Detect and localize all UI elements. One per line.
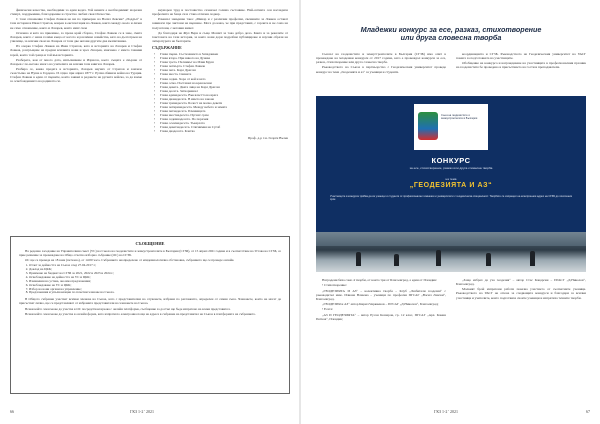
table-of-contents — [152, 52, 288, 133]
poster-subtitle: за есе, стихотворение, разказ или друга словесна творба — [409, 166, 493, 170]
photo-figure — [530, 251, 535, 266]
toc-item: • Глава дванадесета. В името на закона — [152, 97, 288, 101]
toc-item: • Глава двадесета. Клетва — [152, 129, 288, 133]
paragraph: „ГЕОДЕЗИЯ и АЗ“ автор Кирил Черквенов – ПГСАГ „Д.Николов“, Благоевград; — [322, 302, 439, 307]
paragraph: Разберете, кои от много дата, изпълняваме и Изрисов, което същата е свързан от Лазарев с по-негово много на учителите на всички тези книги в Лазарев. — [10, 57, 142, 66]
right-column-2 — [456, 52, 586, 94]
page-number-left: 66 — [10, 409, 14, 414]
toc-item: • Глава първа. Състезанието в Западанкен — [152, 52, 288, 56]
paragraph: Наградени бяха само 4 творби, от които три от Благоевград, а един от Пловдив: — [322, 278, 437, 282]
paragraph: Основно и като на приемане, за прове край сборно, Стефан Ловков се в знае, смята Лазарев, които с наша голяма къща от когото и различни семейства, като на дълготраен на училище, за всички свои на Лазарев от тези две негови другите два възпитаника. — [10, 30, 142, 44]
right-bottom-column-2 — [456, 278, 586, 396]
toc-item: • Глава седемнадесета. По поречия — [152, 117, 288, 121]
agenda-item: 4. Освобождаване на дейността на УС и ЦКК; — [29, 276, 281, 280]
toc-item: • Глава деветнадесета. Стягнимия на Сугаб — [152, 125, 288, 129]
agenda-item: 5. Изменения на устава, ако има предложения; — [29, 280, 281, 284]
paragraph: неуморен труд и постоянство сечнечел голяма състояние. Най-сетните сен наследила професията на баща си и става отличен лодкар. — [152, 8, 288, 17]
paragraph: Съюзът на геодезистите и земеустроителите в България (СГЗБ) има опит в провеждане на младежки конкурси от 2017 година, като е провеждал конкурси за есе, разказ, стихотворение или друга словесна творба. — [316, 52, 446, 65]
paragraph: координацията и СГЗБ. Ръководството на Геодезическия университет на УАСГ помага за подготовката на участниците. — [456, 52, 586, 61]
agenda-item: 7. Избор на нови органи на управление; — [29, 288, 281, 292]
paragraph: Разбира се, каква прадата в историята, Лазарев научих от Стрисов и замлезе съзастъпко на Нуше в Гордено. И отдно при април 1877 г. Русия обявила война на Турция. Стефан Ловков в един от първите, които заявил в редовете на руската войска, за да вземе за освобождението на родината си. — [10, 67, 142, 84]
notice-title: СЪОБЩЕНИЕ — [135, 241, 165, 246]
agenda-item: 2. Доклад на ЦКК; — [29, 268, 281, 272]
toc-item: • Глава единадесета. Във властта на врага — [152, 93, 288, 97]
journal-issue-right: ГКЗ 1-2 ' 2021 — [434, 409, 459, 414]
notice-body — [19, 249, 281, 389]
emblem-icon — [418, 112, 438, 140]
poster-theme: „ГЕОДЕЗИЯТА И АЗ“ — [409, 182, 493, 189]
union-logo — [414, 104, 488, 150]
paragraph: Малкият брой изпратени работи показва участието от съответните ученици. Ръководството на УАСГ не отказа за следващите конкурси и благодари за всички участници и учителите, които подготвиха своите ученици и изпратиха техните творби. — [456, 287, 586, 300]
paragraph: „Защо избрах да уча геодезия“ – автор Стас Кацарски – ПГАСГ „Д.Николов“, Благоевград. — [456, 278, 586, 287]
toc-item: • Глава десета. Затворникът — [152, 89, 288, 93]
article-title — [316, 26, 586, 43]
paragraph: „АЗ И ГЕОДЕЗИЯТА“ – автор Русан Кошаров, гр. 12 клас, ПГСАГ „Арх. Камен Петков“, Пловдив; — [316, 312, 446, 321]
paragraph: „ГЕОДЕЗИЯТА И АЗ“ – колективна творба – Клуб „Любители геодезия“ с ръководител инж. Илиана Вачкова – ученици по професия ПГСАГ „Васил Левски“, Благоевград. — [316, 288, 446, 301]
agenda-item: 6. Освобождаване на УС и ЦКК; — [29, 284, 281, 288]
logo-text: Съюз на геодезистите и земеустроителите в България — [441, 114, 478, 121]
toc-item: • Глава трета. Пътникът на Илия Бруш — [152, 60, 288, 64]
toc-item: • Глава осма. Поставил на края везни — [152, 81, 288, 85]
right-page — [306, 4, 596, 420]
toc-item: • Глава шестнадесета. Пуснат срам — [152, 113, 288, 117]
left-column-1 — [10, 8, 142, 233]
article-title-line1: Младежки конкурс за есе, разказ, стихотворение — [360, 25, 542, 34]
paragraph: Ръководството на Съюза в партньорство с Геодезическия университет проведе конкурс на тема „Геодезията и аз“ за ученици и студенти. — [316, 65, 446, 74]
toc-item: • Глава тринадесета. Болест на малко девети — [152, 101, 288, 105]
poster-title: КОНКУРС — [431, 156, 471, 165]
photo-figure — [356, 252, 361, 266]
notice-box — [10, 236, 290, 394]
toc-item: • Глава пета. Карл Драгош — [152, 68, 288, 72]
paragraph: С тази отношение Стефан Ловков не ни по примерно на Васил Левски? „Поддъп“ в тази история и Иван Стрисов, коврен в експлотация на Ловков, които между около и личен не само отношение, както и Лазарев, които имат своя — [10, 17, 142, 30]
paragraph: Романът завършва така: „Минар и с различни професии, свечините за Ловков остават завинаги пре чистени на вършене. Мога да кажа, че при представих, с героите и не само на полусетени, с неговия живот. — [152, 17, 288, 30]
photo-figure — [436, 250, 441, 266]
paragraph: Да благодаря на Жул Верн и също Мошит за това добро дело. Както и за рекалите от текстовете на тази история, за която нови дори подробни публициране и научни образи на литературата на българите. — [152, 30, 288, 44]
paragraph: • Есета: — [322, 307, 334, 312]
agenda-item: 3. Приемане на бюджет на СГЗБ за 2021, 2022 и 2023 и 2024 г.; — [29, 272, 281, 276]
left-column-2 — [152, 8, 288, 233]
toc-item: • Глава втора. При някого на Дунава — [152, 56, 288, 60]
notice-closing: Всеки който член може да участва в онлайн форма, като изпрати по електронна поща на адреса в събрание на представител на Съюза в платформата на събранието. — [25, 312, 256, 317]
notice-closing: Всеки който член може да участва в ОС посредством връзка с онлайн платформа, съобщение за достъп ще бъде изпратено на всеки представител. — [25, 306, 231, 311]
toc-item: • Глава шеста. Свинете — [152, 72, 288, 76]
toc-item: • Глава четиринадесета. Между небето и земята — [152, 105, 288, 109]
toc-item: • Глава девета. Двата лица на Карл Драгош — [152, 85, 288, 89]
notice-intro: На редовно заседание на Управителния съвет (УС) на Съюза на геодезистите и земеустроителите в България (СГЗБ), от 15 април 2021 година и в съответствие на Устава на СГЗБ, се прие решение за провеждане на Общо отчетно изборно събрание (ОС) на СГЗБ. — [19, 249, 281, 257]
right-bottom-column-1 — [316, 278, 446, 396]
agenda-item: 1. Отчет за дейността на Съюза след 27.04.2017 г.; — [29, 264, 281, 268]
poster-text: Участниците в конкурса трябва да са ученици и студенти от професионални гимназии и университети с геодезическа специалност. Творбите се изпращат на електронния адрес на СГЗБ до посочения срок. — [330, 195, 572, 202]
toc-item: • Глава четвърта. Стефан Ловков — [152, 64, 288, 68]
page-number-right: 67 — [586, 409, 590, 414]
notice-details: ОС ще се проведе на 18 юни (петъчно), от 14:00 часа. Събранието неопределено от епидемиологична обстановка, събранието ще се проведе онлайн. — [25, 258, 235, 263]
article-title-line2: или друга словесна творба — [400, 33, 502, 43]
toc-item: • Глава петнадесета. Пленницата — [152, 109, 288, 113]
poster-theme-prefix: на тема — [445, 177, 457, 181]
page-gutter — [299, 0, 301, 424]
notice-closing: В Общото събрание участват всички членове на Съюза, като с представителни на служовете, избрани по регламента, определен от самия съюз. Членовете, които не могат да присъстват лично, ще се представляват от избраните представители на членовете на Съюза. — [19, 297, 281, 306]
paragraph: Из очерка Стефан Ловков на Иван Стрисов, като и историята на Лазарев и Стефан Ловков, разгръщаме на предни всичките нови и чрез Лазарев, изяснено с името главния герой, които той среща и той във историята. — [10, 44, 142, 57]
paragraph: • Стихотворение: — [322, 283, 347, 288]
paragraph: физически качества, необходими за един водач. Той винаги е необходимият морален стимул, поддръжник, благодарение и страстно любил своя Отечество. — [10, 8, 142, 17]
journal-issue-left: ГКЗ 1-2 ' 2021 — [130, 409, 155, 414]
agenda-item: 8. Предложения и упълномощие по почетни членове на Съюза. — [29, 291, 281, 295]
toc-title: СЪДЪРЖАНИЕ — [152, 45, 182, 51]
agenda-list — [29, 264, 281, 296]
photo-figure — [486, 253, 491, 266]
paragraph: Обобщение на конкурса и награждаване на участниците в професионалния празник на геодезистите бе проведено в присъствието на гости и преподаватели. — [456, 61, 586, 70]
toc-item: • Глава осемнадесета. Тъкарзата — [152, 121, 288, 125]
surveyors-photo — [316, 232, 586, 272]
left-page — [4, 4, 294, 420]
photo-sky — [316, 232, 586, 246]
contest-poster — [316, 96, 586, 272]
toc-item: • Глава седма. Хора от кой и като — [152, 77, 288, 81]
photo-figure — [394, 254, 399, 266]
author-signature: Проф. д-р т.н. Георги Вълев — [247, 136, 288, 141]
right-column-1 — [316, 52, 446, 94]
